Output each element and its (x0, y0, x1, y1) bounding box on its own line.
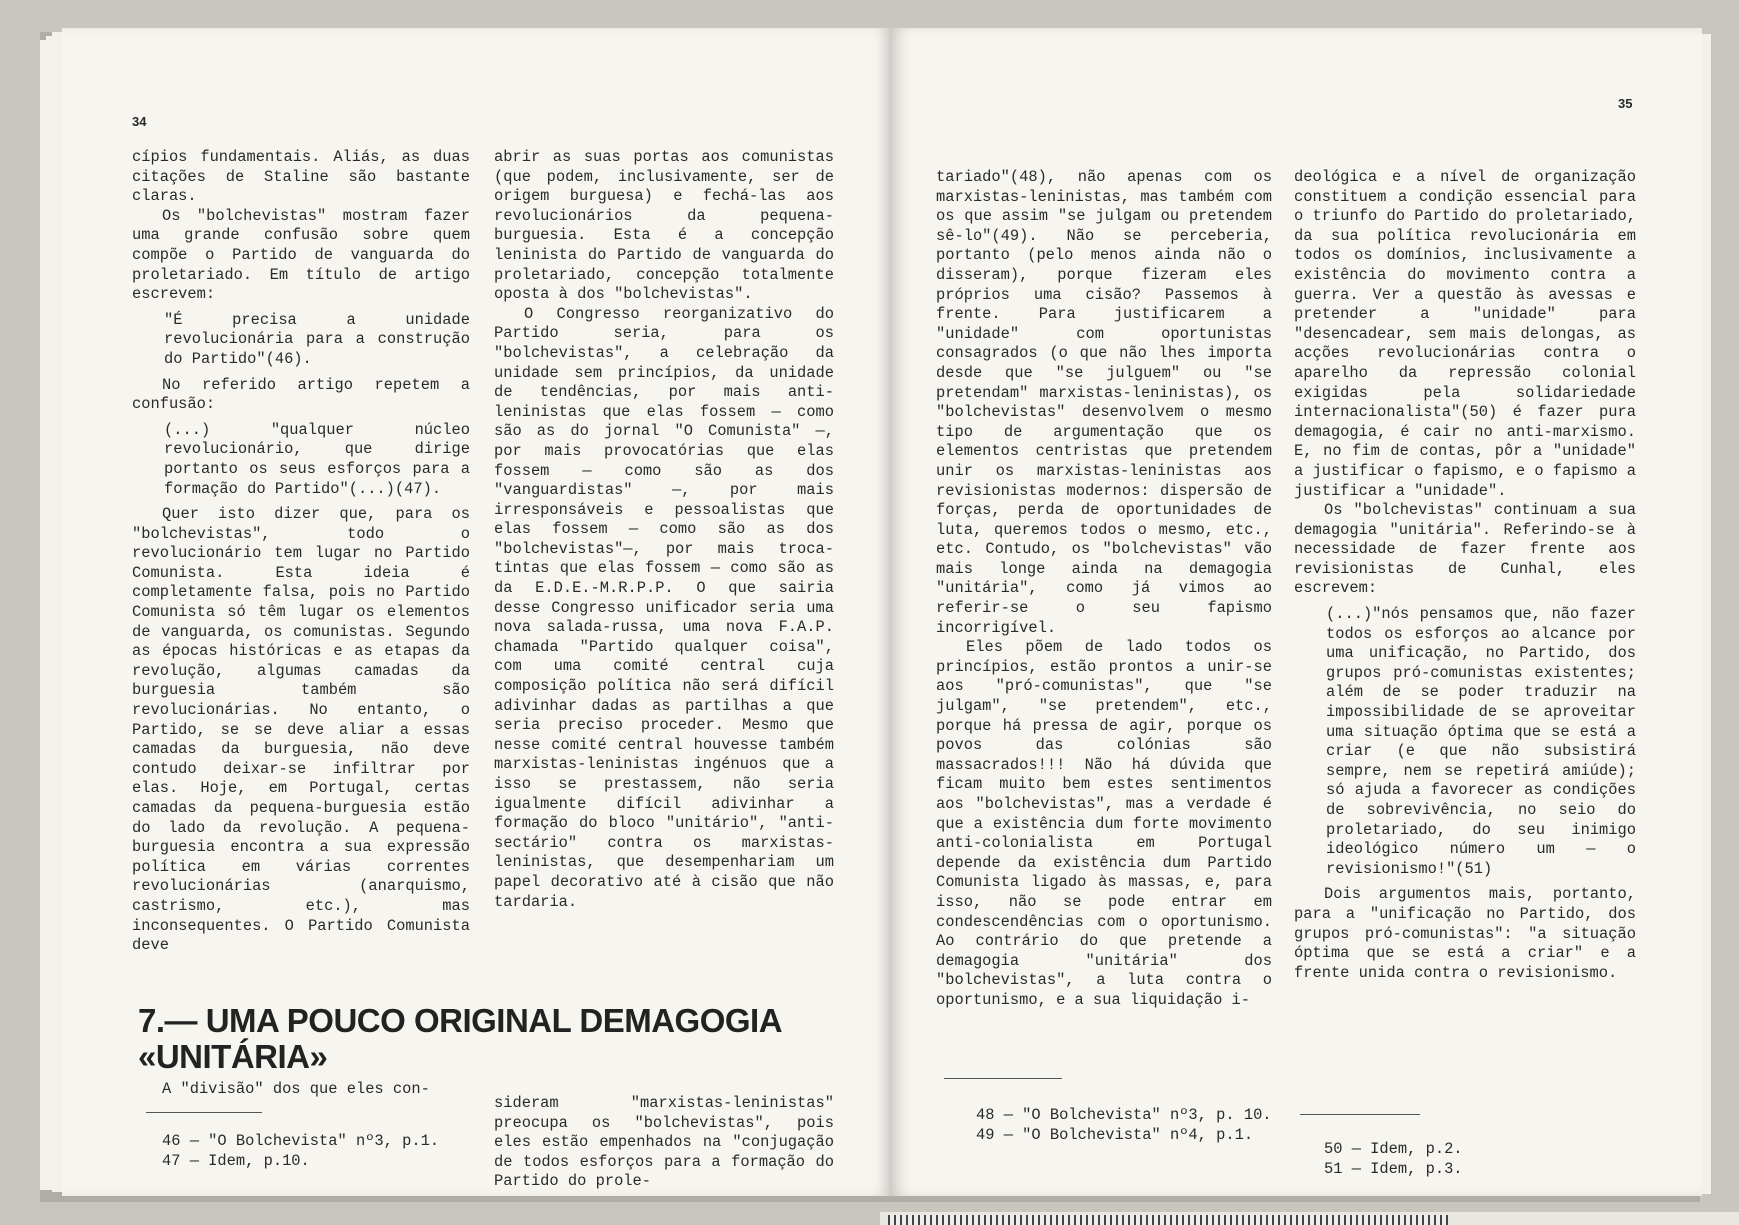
paragraph: abrir as suas portas aos comunistas (que podem, inclusivamente, ser de origem burguesa) e fechá-las aos revolucionários da pequena-burguesia. Esta é a concepção leninista do Partido de vanguarda do proletariado, concepção totalmente oposta à dos "bolchevistas". (494, 148, 834, 304)
paragraph: O Congresso reorganizativo do Partido seria, para os "bolchevistas", a celebração da unidade sem princípios, da unidade de tendências, por mais anti-leninistas que elas fossem — como são as do jornal "O Comunista" —, por mais provocatórias que elas fossem — como são as dos "vanguardistas" —, por mais irresponsáveis e pessoalistas que elas fossem — como são as dos "bolchevistas"—, por mais troca-tintas que elas fossem — como são as da E.D.E.-M.R.P.P. O que sairia desse Congresso unificador seria uma nova salada-russa, uma nova F.A.P. chamada "Partido qualquer coisa", com uma comité central cuja composição política não será difícil adivinhar dadas as partilhas a que seria preciso proceder. Mesmo que nesse comité central houvesse também marxistas-leninistas ingénuos que a isso se prestassem, não seria igualmente difícil adivinhar a formação do bloco "unitário", "anti-sectário" contra os marxistas-leninistas, que desempenhariam um papel decorativo até à cisão que não tardaria. (494, 304, 834, 911)
paragraph: deológica e a nível de organização constituem a condição essencial para o triunfo do Partido do proletariado, da sua política revolucionária em todos os domínios, inclusivamente a existência do movimento contra a guerra. Ver a questão às avessas e pretender a "unidade" para "desencadear, sem mais delongas, as acções revolucionárias contra o aparelho da repressão colonial exigidas pela solidariedade internacionalista"(50) é fazer pura demagogia, é cair no anti-marxismo. E, no fim de contas, pôr a "unidade" a justificar o fapismo, e o fapismo a justificar a "unidade". (1294, 168, 1636, 500)
right-column-2 (1294, 168, 1636, 983)
quote: (...) "qualquer núcleo revolucionário, que dirige portanto os seus esforços para a formação do Partido"(...)(47). (164, 420, 470, 498)
footnote: 47 — Idem, p.10. (162, 1151, 310, 1170)
paragraph: sideram "marxistas-leninistas" preocupa os "bolchevistas", pois eles estão empenhados na "conjugação de todos esforços para a formação do Partido do prole- (494, 1094, 834, 1190)
paragraph: No referido artigo repetem a confusão: (132, 375, 470, 414)
footnote-rule (1300, 1114, 1420, 1115)
left-column-2 (494, 148, 834, 912)
footnote-rule (944, 1078, 1062, 1079)
paragraph: Os "bolchevistas" mostram fazer uma grande confusão sobre quem compõe o Partido de vanguarda do proletariado. Em título de artigo escrevem: (132, 206, 470, 304)
footnote: 48 — "O Bolchevista" nº3, p. 10. (976, 1106, 1272, 1124)
page-number: 34 (132, 114, 147, 129)
footnote-rule (146, 1112, 262, 1113)
paragraph: Eles põem de lado todos os princípios, estão prontos a unir-se aos "pró-comunistas", que "se julgam", "se pretendem", etc., porque há pressa de agir, porque os povos das colónias são massacrados!!! Não há dúvida que ficam muito bem estes sentimentos aos "bolchevistas", mas a verdade é que a existência dum forte movimento anti-colonialista em Portugal depende da existência dum Partido Comunista ligado às massas, e, para isso, não se pode entrar em condescendências com o oportunismo. Ao contrário do que pretende a demagogia "unitária" dos "bolchevistas", a luta contra o oportunismo, e a sua liquidação i- (936, 638, 1272, 1009)
left-bottom-column-2 (494, 1094, 834, 1190)
footnotes-column-1 (946, 1106, 1282, 1145)
paragraph: tariado"(48), não apenas com os marxistas-leninistas, mas também com os que assim "se julgam ou pretendem sê-lo"(49). Não se perceberia, portanto (pelo menos ainda não o disseram), porque fizeram eles próprios uma cisão? Passemos à frente. Para justificarem a "unidade" com oportunistas consagrados (o que não lhes importa desde que "se julguem" ou "se pretendam" marxistas-leninistas), os "bolchevistas" desenvolvem o mesmo tipo de argumentação que os elementos centristas que pretendem unir os marxistas-leninistas aos revisionistas modernos: dispersão de forças, perda de oportunidades de luta, queremos todos o mesmo, etc., etc. Contudo, os "bolchevistas" vão mais longe ainda na demagogia "unitária", como já vimos ao referir-se o seu fapismo incorrigível. (936, 168, 1272, 637)
footnote: 50 — Idem, p.2. (1324, 1140, 1463, 1158)
page-number: 35 (1618, 96, 1633, 111)
paragraph: Os "bolchevistas" continuam a sua demagogia "unitária". Referindo-se à necessidade de fazer frente aos revisionistas de Cunhal, eles escrevem: (1294, 501, 1636, 598)
right-column-1 (936, 168, 1272, 1011)
paragraph: cípios fundamentais. Aliás, as duas citações de Staline são bastante claras. (132, 148, 470, 206)
paragraph: A "divisão" dos que eles con- (162, 1080, 430, 1098)
footnotes (132, 1132, 470, 1192)
left-bottom-column-1 (132, 1080, 470, 1100)
footnote: 46 — "O Bolchevista" nº3, p.1. (162, 1132, 440, 1150)
footnote: 49 — "O Bolchevista" nº4, p.1. (976, 1125, 1254, 1144)
paragraph: Quer isto dizer que, para os "bolchevistas", todo o revolucionário tem lugar no Partido Comunista. Esta ideia é completamente falsa, pois no Partido Comunista só têm lugar os elementos de vanguarda, os comunistas. Segundo as épocas históricas e as etapas da revolução, algumas camadas da burguesia também são revolucionárias. No entanto, o Partido, se se deve aliar a essas camadas da burguesia, não deve contudo deixar-se infiltrar por elas. Hoje, em Portugal, certas camadas da pequena-burguesia estão do lado da revolução. A pequena-burguesia encontra a sua expressão política em várias correntes revolucionárias (anarquismo, castrismo, etc.), mas inconsequentes. O Partido Comunista deve (132, 505, 470, 955)
paragraph: Dois argumentos mais, portanto, para a "unificação no Partido, dos grupos pró-comunistas": "a situação óptima que se está a criar" e a frente unida contra o revisionismo. (1294, 885, 1636, 982)
left-column-1 (132, 148, 470, 956)
left-page (62, 28, 890, 1196)
footnote: 51 — Idem, p.3. (1324, 1159, 1463, 1178)
footnotes-column-2 (1294, 1140, 1636, 1179)
right-page (890, 28, 1702, 1196)
quote: "É precisa a unidade revolucionária para a construção do Partido"(46). (164, 310, 470, 368)
section-heading: 7.— UMA POUCO ORIGINAL DEMAGOGIA «UNITÁRIA» (138, 1002, 781, 1075)
scale-bar (888, 1215, 1448, 1225)
quote: (...)"nós pensamos que, não fazer todos os esforços ao alcance por uma unificação, no Partido, dos grupos pró-comunistas existentes; além de se poder traduzir na impossibilidade de se aproveitar uma situação óptima que se está a criar (e que não subsistirá sempre, nem se repetirá amiúde); só ajuda a favorecer as condições de sobrevivência, no seio do proletariado, do seu inimigo ideológico número um — o revisionismo!"(51) (1326, 605, 1636, 878)
